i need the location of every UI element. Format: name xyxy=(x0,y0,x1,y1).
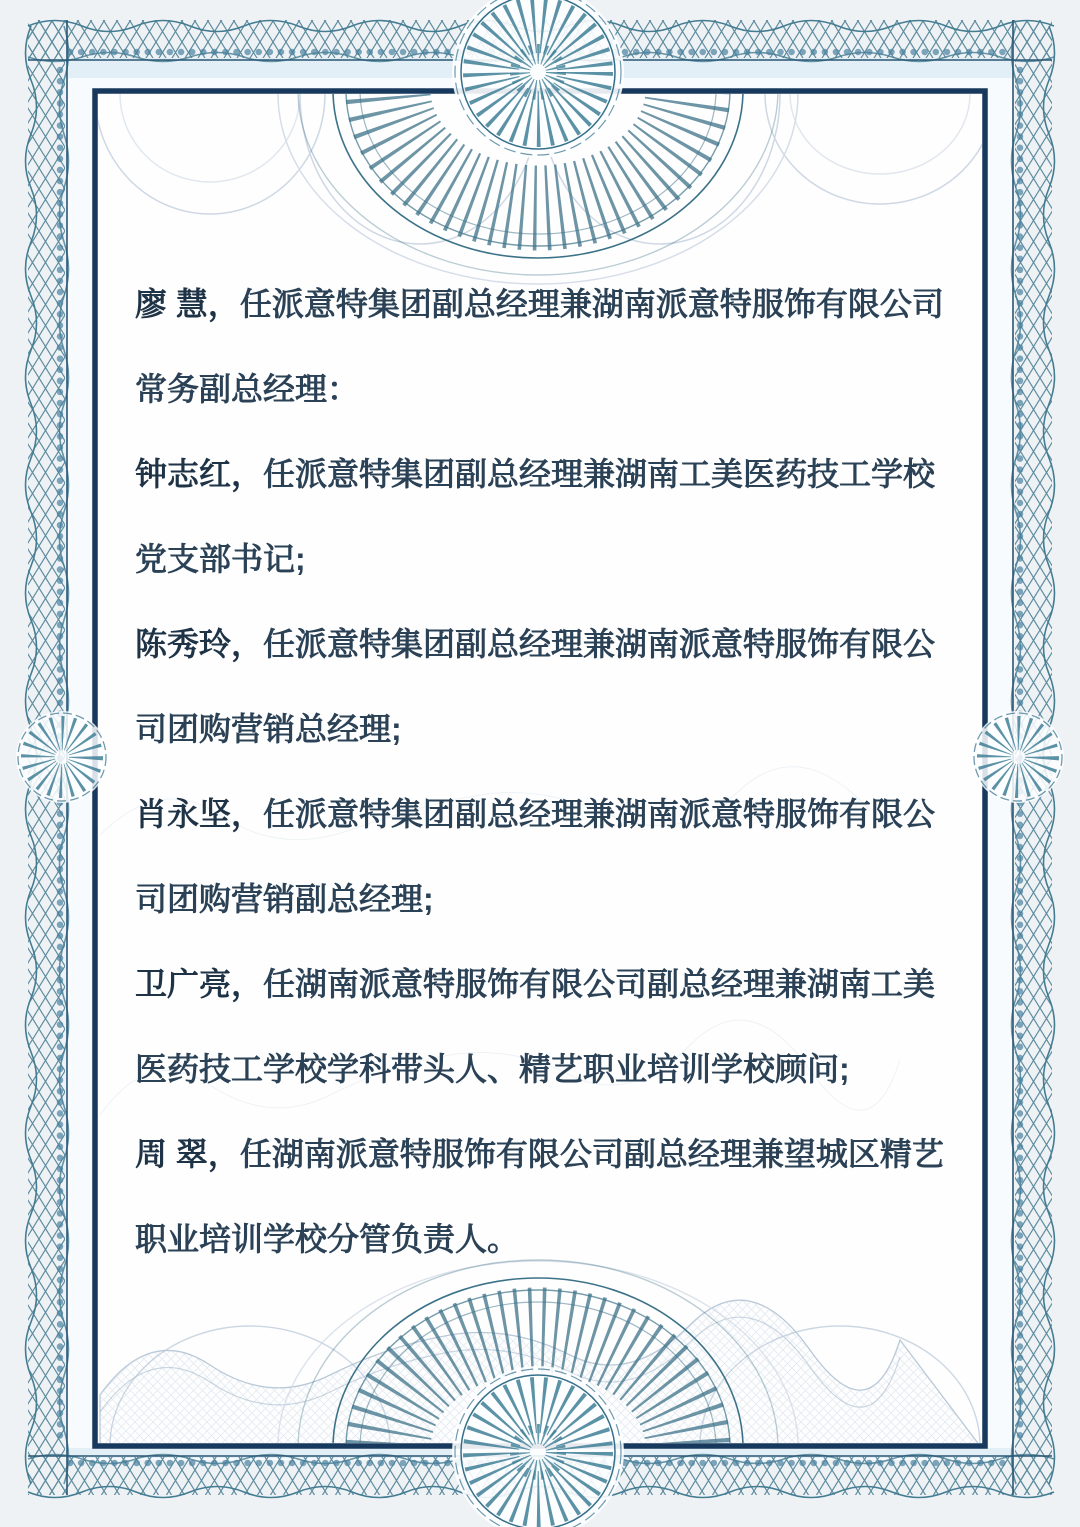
appointments-text xyxy=(135,262,955,1282)
appointment-paragraph xyxy=(135,262,955,432)
appointment-body: 任派意特集团副总经理兼湖南工美医药技工学校党支部书记; xyxy=(135,456,936,577)
appointment-body: 任派意特集团副总经理兼湖南派意特服饰有限公司团购营销总经理; xyxy=(135,626,936,747)
appointee-name: 肖永坚， xyxy=(135,796,264,832)
appointee-name: 周 翠， xyxy=(135,1136,240,1172)
appointment-body: 任派意特集团副总经理兼湖南派意特服饰有限公司常务副总经理： xyxy=(135,286,944,407)
appointment-paragraph xyxy=(135,602,955,772)
appointee-name: 廖 慧， xyxy=(135,286,240,322)
right-medallion xyxy=(972,711,1064,803)
appointment-paragraph xyxy=(135,1112,955,1282)
appointment-body: 任湖南派意特服饰有限公司副总经理兼望城区精艺职业培训学校分管负责人。 xyxy=(135,1136,944,1257)
appointee-name: 钟志红， xyxy=(135,456,264,492)
appointee-name: 陈秀玲， xyxy=(135,626,264,662)
appointment-paragraph xyxy=(135,432,955,602)
appointment-body: 任派意特集团副总经理兼湖南派意特服饰有限公司团购营销副总经理; xyxy=(135,796,936,917)
appointee-name: 卫广亮， xyxy=(135,966,264,1002)
appointment-body: 任湖南派意特服饰有限公司副总经理兼湖南工美医药技工学校学科带头人、精艺职业培训学校顾问; xyxy=(135,966,936,1087)
appointment-paragraph xyxy=(135,942,955,1112)
appointment-paragraph xyxy=(135,772,955,942)
left-medallion xyxy=(16,711,108,803)
